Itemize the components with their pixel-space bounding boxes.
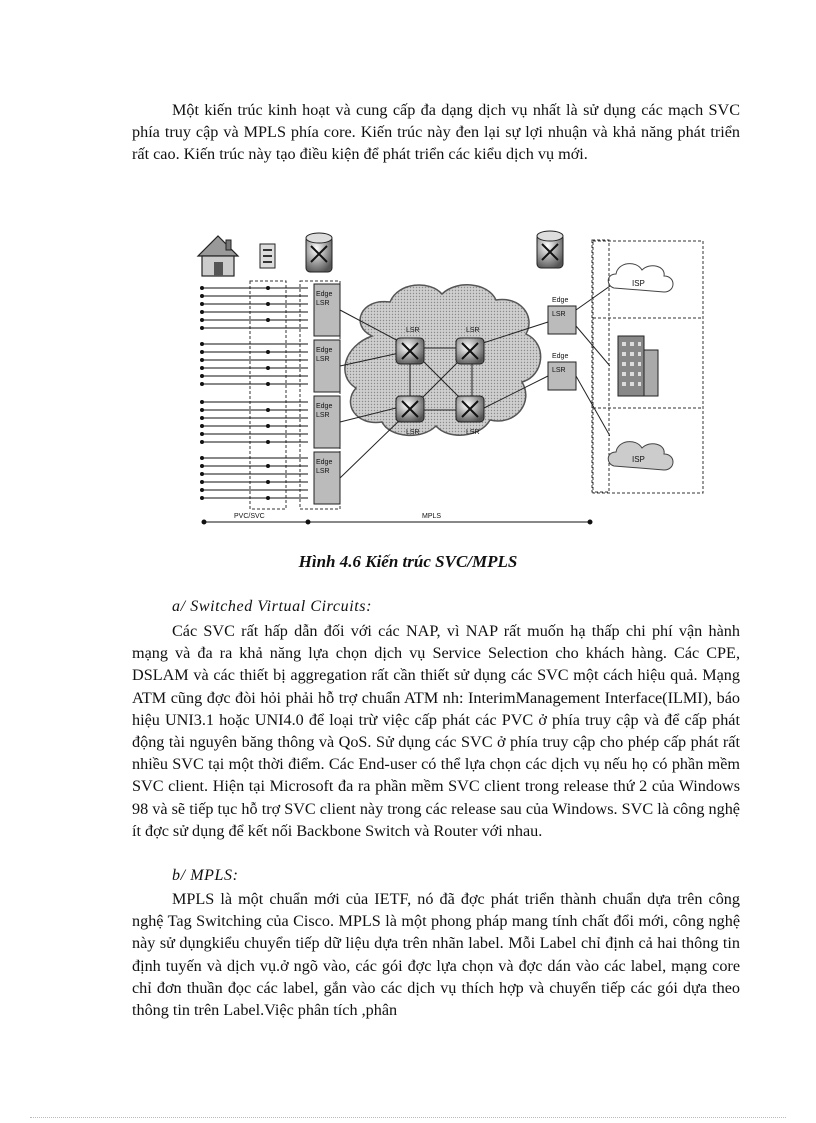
edge-label: Edge xyxy=(316,347,333,354)
isp-label: ISP xyxy=(632,455,645,464)
edge-label: Edge xyxy=(316,459,333,466)
lsr-label: LSR xyxy=(466,429,480,436)
figure-caption: Hình 4.6 Kiến trúc SVC/MPLS xyxy=(298,552,518,571)
svc-mpls-diagram xyxy=(190,226,610,528)
lsr-label: LSR xyxy=(406,327,420,334)
edge-lsr-group-right xyxy=(548,297,576,390)
lsr-label: LSR xyxy=(406,429,420,436)
scale-bar xyxy=(202,520,592,524)
section-a-body: Các SVC rất hấp dẫn đối với các NAP, vì NAP rất muốn hạ thấp chi phí vận hành mạng và đa ra khả năng lựa chọn dịch vụ Service Selection cho khách hàng. Các CPE, DSLAM và các thiết bị aggregation rất cần thiết sử dụng các SVC một cách hiệu quả. Mạng ATM cũng đợc đòi hỏi phải hỗ trợ chuẩn ATM nh: InterimManagement Interface(ILMI), báo hiệu UNI3.1 hoặc UNI4.0 để loại trừ việc cấp phát các PVC ở phía truy cập và để cấp phát động tài nguyên băng thông và QoS. Sử dụng các SVC ở phía truy cập cho phép cấp phát rất nhiều SVC tại một thời điểm. Các End-user có thể lựa chọn các dịch vụ nếu họ có phần mềm SVC client. Hiện tại Microsoft đa ra phần mềm SVC client trong release thứ 2 của Windows 98 và sẽ tiếp tục hỗ trợ SVC client này trong các release sau của Windows. SVC là công nghệ ít đợc sử dụng để kết nối Backbone Switch và Router với nhau. xyxy=(132,622,740,840)
building-icon xyxy=(618,336,658,396)
edge-label: Edge xyxy=(316,291,333,298)
lsr-label: LSR xyxy=(316,468,330,475)
isp-cloud-icon xyxy=(608,442,673,470)
edge-lsr-group-left xyxy=(314,284,340,504)
lsr-label: LSR xyxy=(552,367,566,374)
isp-label: ISP xyxy=(632,279,645,288)
router-icon-right xyxy=(537,231,563,268)
section-b-heading: b/ MPLS: xyxy=(172,867,239,884)
access-lines xyxy=(202,288,308,498)
lsr-label: LSR xyxy=(316,356,330,363)
lsr-label: LSR xyxy=(466,327,480,334)
dslam-icon xyxy=(260,244,275,268)
diagram-svg xyxy=(190,226,610,528)
mpls-label: MPLS xyxy=(422,513,442,520)
edge-label: Edge xyxy=(552,297,569,304)
pvc-svc-label: PVC/SVC xyxy=(234,513,265,520)
customer-sites xyxy=(592,240,704,494)
mpls-cloud xyxy=(345,285,541,436)
lsr-label: LSR xyxy=(316,412,330,419)
edge-label: Edge xyxy=(316,403,333,410)
house-icon xyxy=(198,236,238,276)
paragraph-intro: Một kiến trúc kinh hoạt và cung cấp đa dạng dịch vụ nhất là sử dụng các mạch SVC phía truy cập và MPLS phía core. Kiến trúc này đen lại sự lợi nhuận và khả năng phát triển rất cao. Kiến trúc này tạo điều kiện để phát triển các kiểu dịch vụ mới. xyxy=(132,101,740,164)
router-icon xyxy=(306,233,332,272)
lsr-label: LSR xyxy=(552,311,566,318)
isp-cloud-icon xyxy=(608,264,673,292)
section-a-heading: a/ Switched Virtual Circuits: xyxy=(172,598,373,615)
page-footer-rule xyxy=(30,1117,786,1118)
lsr-label: LSR xyxy=(316,300,330,307)
edge-label: Edge xyxy=(552,353,569,360)
section-b-body: MPLS là một chuẩn mới của IETF, nó đã đợc phát triển thành chuẩn dựa trên công nghệ Tag Switching của Cisco. MPLS là một phong pháp mang tính chất đổi mới, công nghệ này sử dụngkiểu chuyển tiếp dữ liệu dựa trên nhãn label. Mỗi Label chỉ định cả hai thông tin định tuyến và dịch vụ.ở ngõ vào, các gói đợc lựa chọn và đợc dán vào các label, mạng core chỉ đơn thuần đọc các label, gắn vào các dịch vụ thích hợp và chuyển tiếp các gói dựa theo thông tin trên Label.Việc phân tích ,phân xyxy=(132,890,740,1020)
